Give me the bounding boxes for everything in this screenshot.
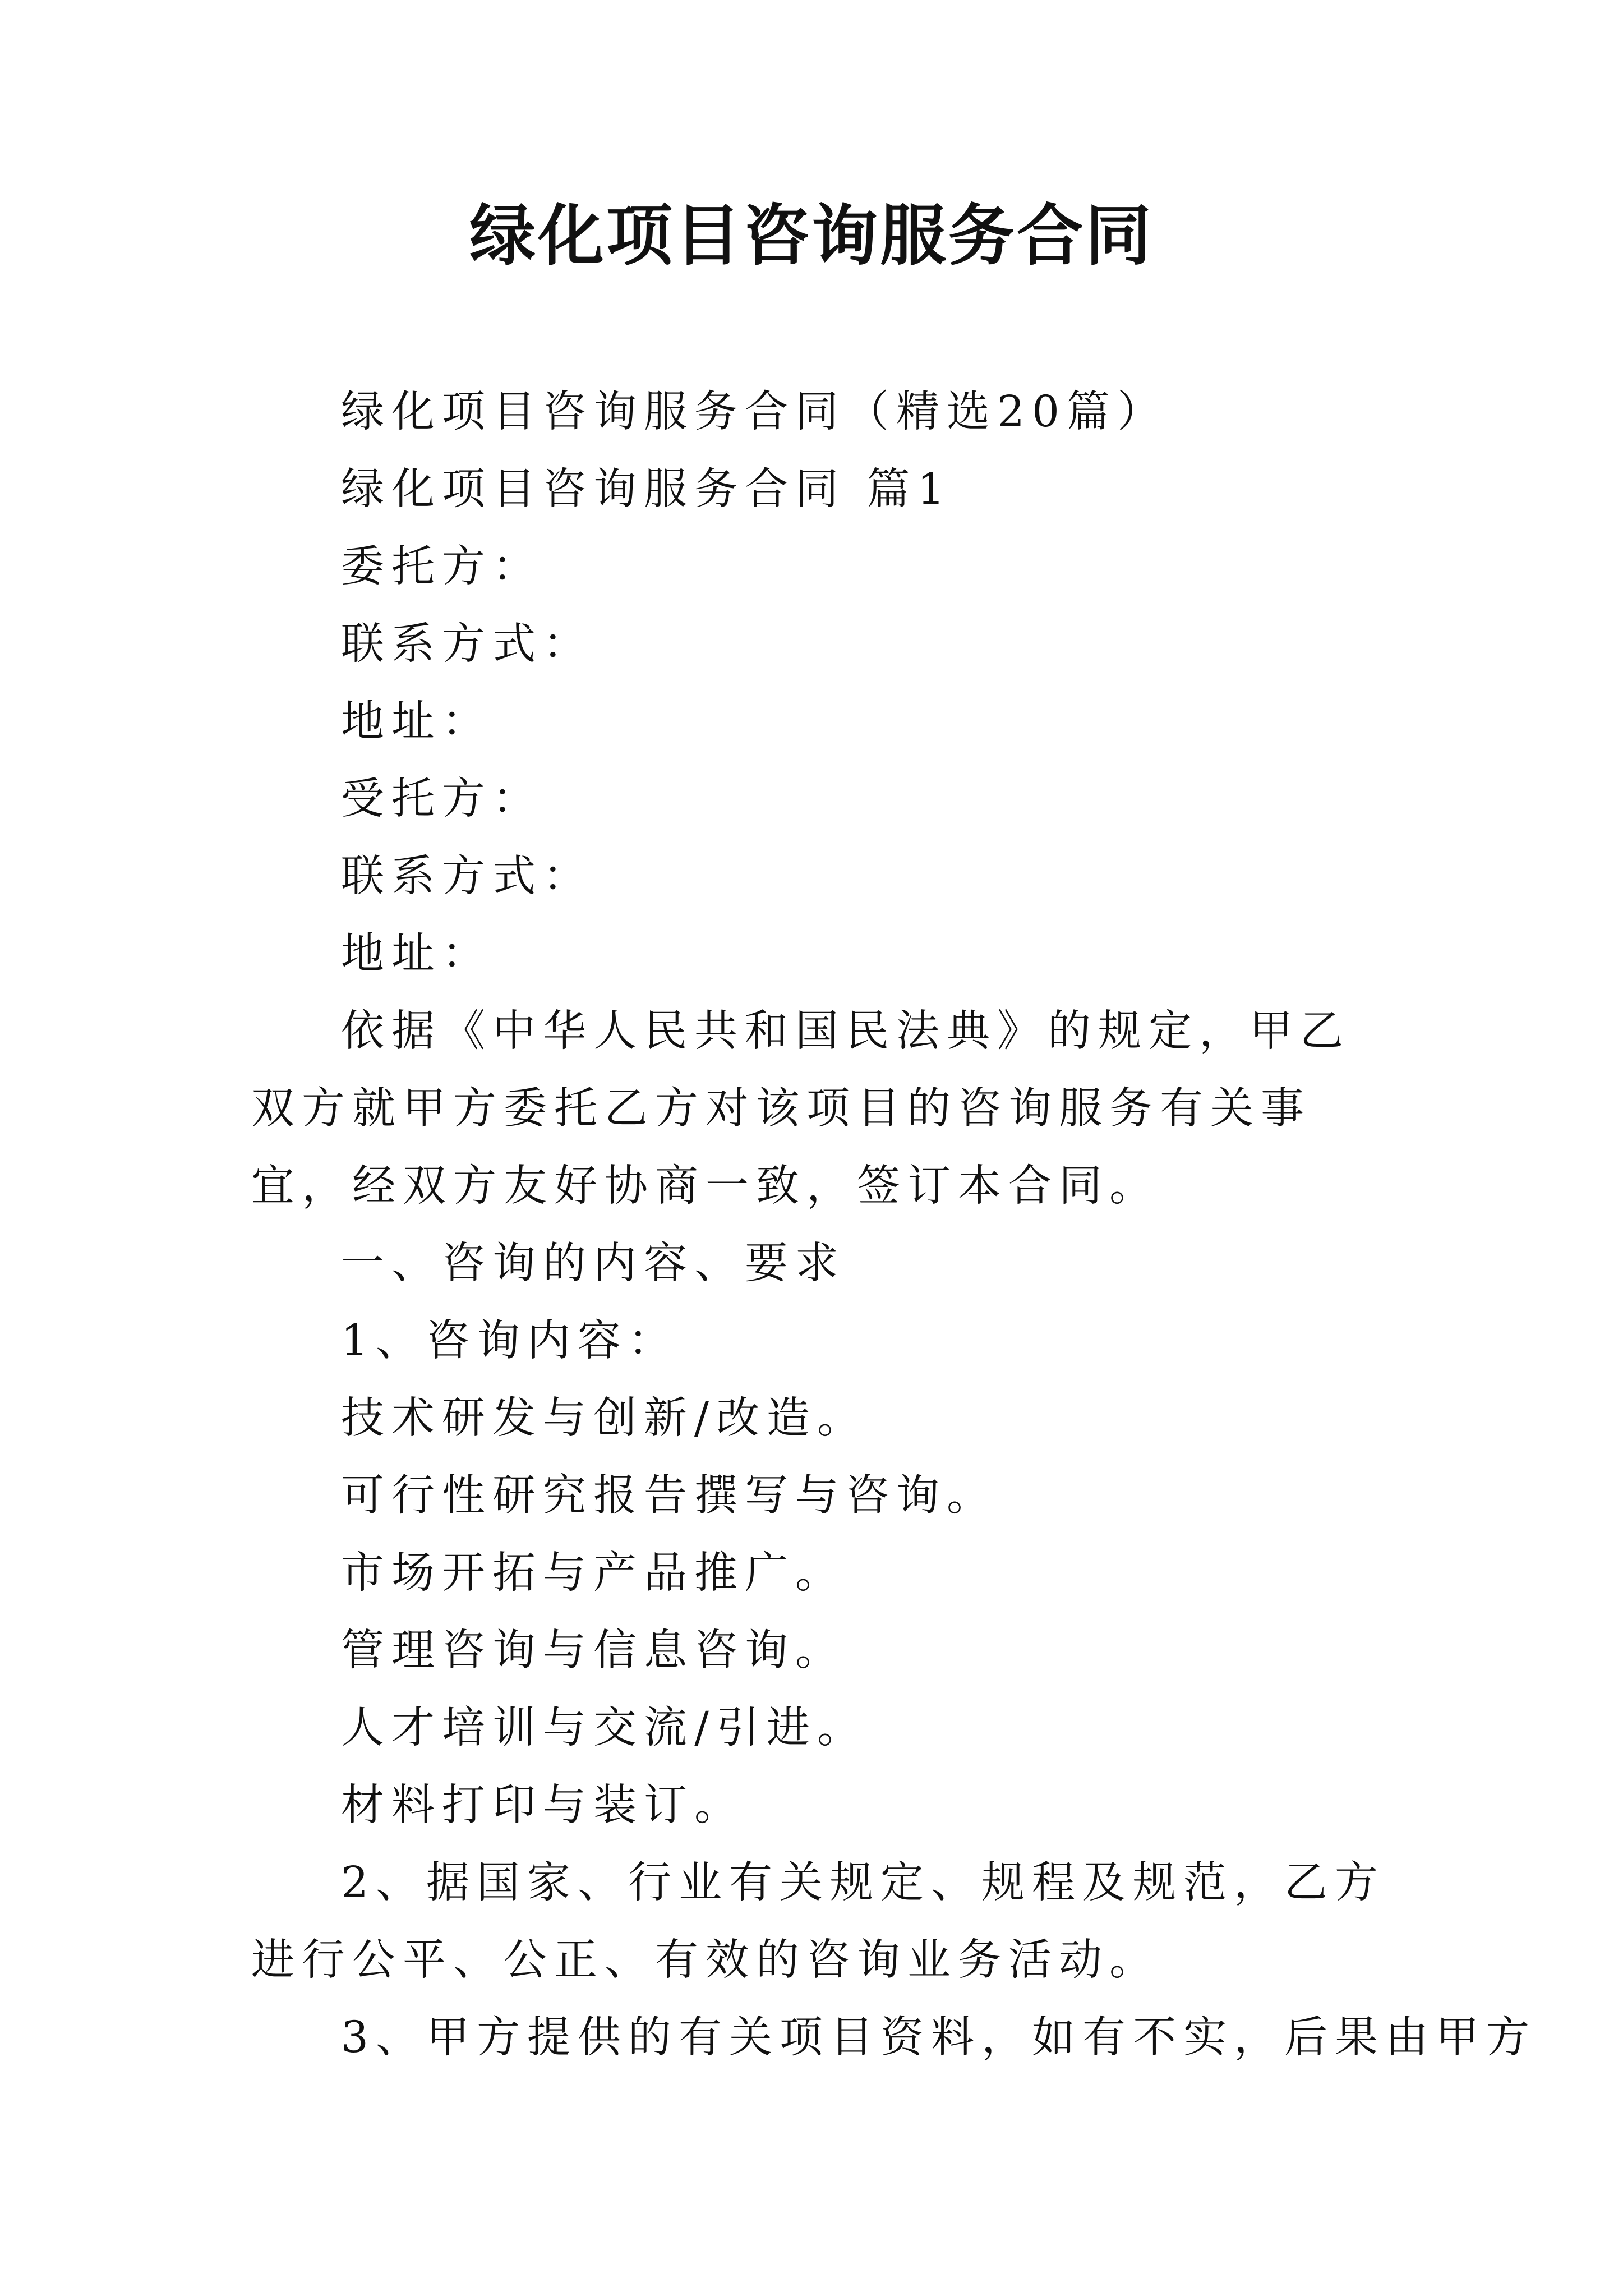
- paragraph-item-3: 3、甲方提供的有关项目资料，如有不实，后果由甲方: [341, 2013, 1537, 2063]
- paragraph-subtitle: 绿化项目咨询服务合同（精选20篇）: [341, 387, 1168, 437]
- paragraph-client-contact: 联系方式：: [341, 619, 593, 669]
- paragraph-article-1-heading: 一、咨询的内容、要求: [341, 1239, 846, 1289]
- paragraph-item-1: 1、咨询内容：: [341, 1316, 679, 1366]
- paragraph-content-printing: 材料打印与装订。: [341, 1780, 745, 1830]
- paragraph-preamble: 依据《中华人民共和国民法典》的规定，甲乙双方就甲方委托乙方对该项目的咨询服务有关事宜，经双方友好协商一致，签订本合同。: [251, 1006, 1350, 1211]
- paragraph-content-marketing: 市场开拓与产品推广。: [341, 1548, 846, 1598]
- paragraph-content-rd: 技术研发与创新/改造。: [341, 1393, 868, 1443]
- document-body: [251, 374, 1537, 2077]
- paragraph-item-2: 2、据国家、行业有关规定、规程及规范，乙方进行公平、公正、有效的咨询业务活动。: [251, 1858, 1385, 1985]
- paragraph-content-training: 人才培训与交流/引进。: [341, 1703, 868, 1753]
- document-title: 绿化项目咨询服务合同: [469, 196, 1154, 274]
- paragraph-client-address: 地址：: [341, 697, 492, 747]
- paragraph-contractor-address: 地址：: [341, 929, 492, 979]
- paragraph-contractor-label: 受托方：: [341, 774, 543, 824]
- paragraph-client-label: 委托方：: [341, 542, 543, 592]
- paragraph-content-management: 管理咨询与信息咨询。: [341, 1626, 846, 1676]
- paragraph-contractor-contact: 联系方式：: [341, 852, 593, 901]
- paragraph-section-heading: 绿化项目咨询服务合同 篇1: [341, 464, 952, 514]
- paragraph-content-feasibility: 可行性研究报告撰写与咨询。: [341, 1471, 997, 1521]
